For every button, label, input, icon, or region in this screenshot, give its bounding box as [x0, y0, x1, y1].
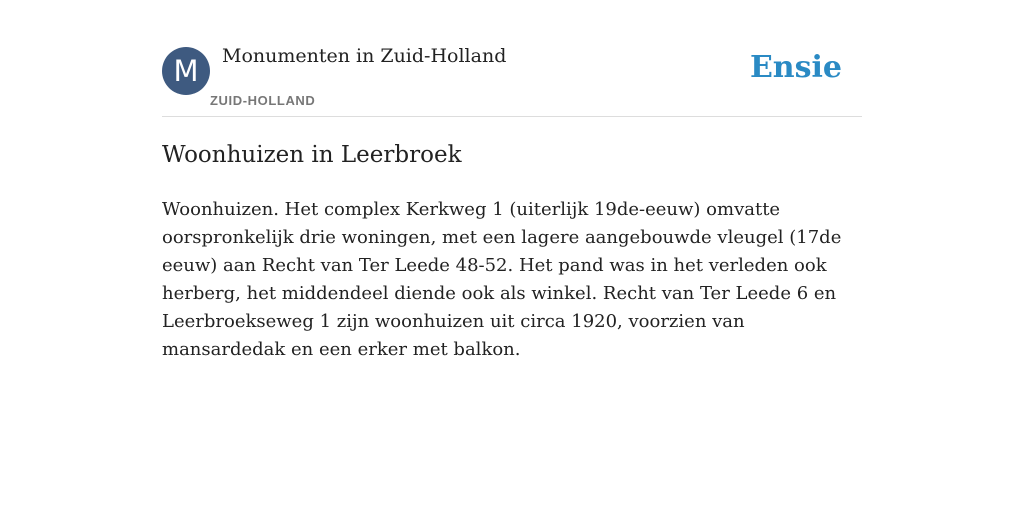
region-label[interactable]: ZUID-HOLLAND: [210, 93, 316, 108]
site-title[interactable]: Monumenten in Zuid-Holland: [222, 45, 507, 67]
article-body: Woonhuizen. Het complex Kerkweg 1 (uiterlijk 19de-eeuw) omvatte oorspronkelijk drie woningen, met een lagere aangebouwde vleugel (17de eeuw) aan Recht van Ter Leede 48-52. Het pand was in het verleden ook herberg, het middendeel diende ook als winkel. Recht van Ter Leede 6 en Leerbroekseweg 1 zijn woonhuizen uit circa 1920, voorzien van mansardedak en een erker met balkon.: [162, 199, 842, 360]
article: [162, 136, 862, 364]
brand-logo[interactable]: Ensie: [749, 50, 842, 85]
avatar[interactable]: M: [162, 47, 210, 95]
article-title: Woonhuizen in Leerbroek: [162, 142, 462, 168]
header: [162, 0, 862, 117]
